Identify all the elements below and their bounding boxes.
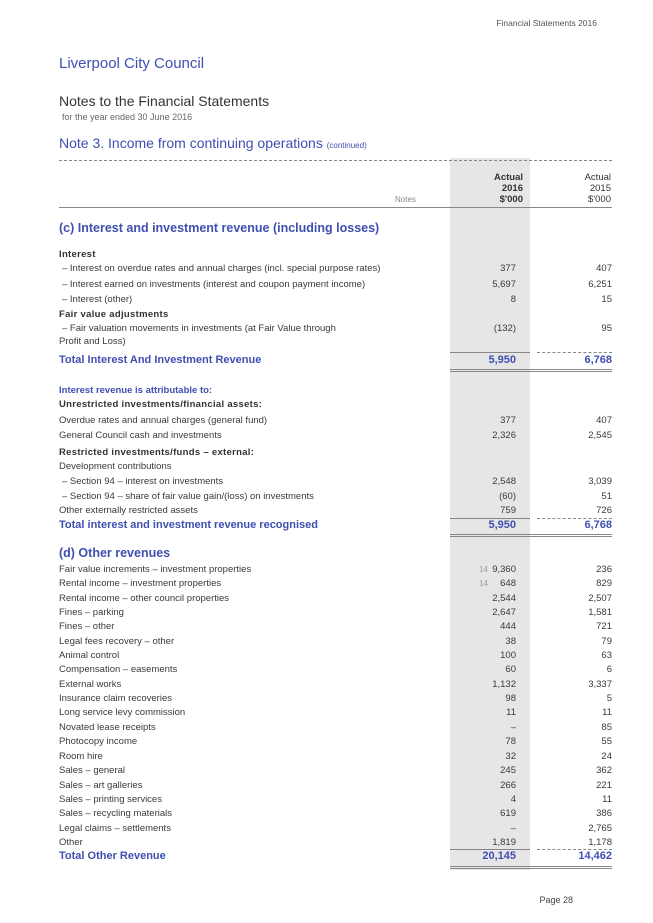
value-2015: 11 [602, 794, 612, 805]
total-2015: 6,768 [584, 519, 612, 531]
notes-title: Notes to the Financial Statements [59, 93, 270, 109]
row-label: Legal claims – settlements [59, 823, 171, 834]
value-2016: 2,647 [492, 607, 516, 618]
row-label: Other externally restricted assets [59, 505, 198, 516]
attrib-title: Interest revenue is attributable to: [59, 385, 213, 396]
value-2016: 100 [500, 650, 516, 661]
table-row [59, 429, 612, 442]
row-note: 14 [479, 565, 488, 574]
row-label: General Council cash and investments [59, 430, 222, 441]
value-2016: 98 [505, 693, 516, 704]
table-row [59, 706, 612, 719]
total-label: Total interest and investment revenue recognised [59, 519, 318, 531]
row-label: Legal fees recovery – other [59, 636, 175, 647]
row-label: Rental income – investment properties [59, 578, 222, 589]
table-row [59, 649, 612, 662]
value-2016: 38 [505, 636, 516, 647]
value-2015: 3,039 [588, 476, 612, 487]
value-2015: 362 [596, 765, 612, 776]
col-2015-l2: 2015 [589, 183, 611, 194]
table-row [59, 678, 612, 691]
row-label: Novated lease receipts [59, 722, 156, 733]
council-name: Liverpool City Council [59, 55, 205, 72]
row-label: Other [59, 837, 83, 848]
section-d-title: (d) Other revenues [59, 546, 171, 560]
row-label: – Section 94 – share of fair value gain/(loss) on investments [62, 491, 314, 502]
value-2015: 6 [606, 664, 612, 675]
value-2015: 6,251 [588, 279, 612, 290]
value-2016: 2,326 [492, 430, 516, 441]
value-2016: 9,360 [492, 564, 516, 575]
value-2016: 377 [500, 415, 516, 426]
table-row [59, 822, 612, 835]
interest-label-row [59, 248, 612, 261]
value-2016: 78 [505, 736, 516, 747]
value-2015: 236 [596, 564, 612, 575]
table-row [59, 735, 612, 748]
unrestricted-label: Unrestricted investments/financial assets: [59, 399, 263, 410]
restricted-label: Restricted investments/funds – external: [59, 447, 255, 458]
value-2015: 407 [596, 415, 612, 426]
value-2015: 2,545 [588, 430, 612, 441]
value-2015: 24 [601, 751, 612, 762]
row-label: Sales – recycling materials [59, 808, 172, 819]
table-row [59, 504, 612, 517]
table-row [59, 807, 612, 820]
total-2016: 5,950 [488, 519, 516, 531]
value-2015: 95 [601, 323, 612, 334]
value-2015: 79 [601, 636, 612, 647]
total-label: Total Other Revenue [59, 850, 166, 862]
attrib-title-row [59, 384, 612, 397]
col-2016-l1: Actual [493, 172, 523, 183]
value-2016: 60 [505, 664, 516, 675]
value-2015: 11 [602, 707, 612, 718]
table-row [59, 606, 612, 619]
value-2016: – [510, 722, 516, 733]
table-row [59, 563, 612, 576]
restricted-label-row [59, 446, 612, 459]
fair-value-label: Fair value adjustments [59, 309, 169, 320]
col-2015-l1: Actual [584, 172, 611, 183]
table-row [59, 793, 612, 806]
subtotal-rule [537, 352, 612, 353]
dev-contrib-label: Development contributions [59, 461, 172, 472]
col-2016-l3: $'000 [499, 194, 523, 205]
value-2015: 85 [601, 722, 612, 733]
subtotal-rule [450, 352, 530, 353]
value-2016: 1,819 [492, 837, 516, 848]
table-row [59, 293, 612, 306]
table-row [59, 262, 612, 275]
value-2016: 759 [500, 505, 516, 516]
page-number: Page 28 [539, 895, 573, 905]
year-subtitle: for the year ended 30 June 2016 [62, 112, 193, 122]
unrestricted-label-row [59, 398, 612, 411]
column-header-2015 [585, 172, 611, 205]
value-2016: (132) [493, 323, 516, 334]
value-2015: 63 [601, 650, 612, 661]
value-2015: 726 [596, 505, 612, 516]
continued-label: (continued) [326, 141, 367, 150]
note-heading [59, 135, 367, 151]
col-2016-l2: 2016 [501, 183, 523, 194]
total-row [59, 354, 612, 367]
table-row [59, 721, 612, 734]
value-2016: 2,544 [492, 593, 516, 604]
section-c-title: (c) Interest and investment revenue (including losses) [59, 221, 380, 235]
table-row [59, 663, 612, 676]
row-label: Rental income – other council properties [59, 593, 230, 604]
table-row [59, 764, 612, 777]
value-2016: (60) [499, 491, 516, 502]
row-note: 14 [479, 579, 488, 588]
table-row-continuation [59, 335, 612, 348]
value-2015: 15 [601, 294, 612, 305]
row-label: External works [59, 679, 122, 690]
value-2015: 1,581 [588, 607, 612, 618]
row-label: – Fair valuation movements in investments (at Fair Value through [62, 323, 336, 334]
table-row [59, 475, 612, 488]
table-row [59, 779, 612, 792]
table-row [59, 620, 612, 633]
value-2015: 1,178 [588, 837, 612, 848]
table-row [59, 414, 612, 427]
table-row [59, 692, 612, 705]
value-2016: 1,132 [492, 679, 516, 690]
value-2016: 2,548 [492, 476, 516, 487]
total-2015: 14,462 [578, 850, 612, 862]
table-row [59, 635, 612, 648]
row-label: Insurance claim recoveries [59, 693, 172, 704]
row-label: Fines – parking [59, 607, 124, 618]
notes-column-header: Notes [395, 195, 416, 204]
total-2016: 20,145 [482, 850, 516, 862]
value-2015: 407 [596, 263, 612, 274]
row-label: Long service levy commission [59, 707, 186, 718]
value-2015: 2,507 [588, 593, 612, 604]
total-label: Total Interest And Investment Revenue [59, 354, 262, 366]
table-top-rule [59, 160, 612, 161]
row-label: – Interest (other) [62, 294, 133, 305]
row-label: Sales – general [59, 765, 126, 776]
value-2016: 32 [505, 751, 516, 762]
value-2015: 721 [596, 621, 612, 632]
value-2015: 55 [601, 736, 612, 747]
value-2016: 648 [500, 578, 516, 589]
interest-label: Interest [59, 249, 96, 260]
total-row [59, 519, 612, 532]
value-2016: 245 [500, 765, 516, 776]
row-label: Animal control [59, 650, 120, 661]
header-rule [59, 207, 612, 208]
value-2016: 8 [510, 294, 516, 305]
table-row [59, 322, 612, 335]
table-row [59, 577, 612, 590]
value-2016: 444 [500, 621, 516, 632]
row-label: Overdue rates and annual charges (general fund) [59, 415, 268, 426]
value-2015: 5 [606, 693, 612, 704]
value-2016: – [510, 823, 516, 834]
table-row [59, 278, 612, 291]
value-2016: 377 [500, 263, 516, 274]
table-row [59, 750, 612, 763]
value-2015: 3,337 [588, 679, 612, 690]
total-double-rule [450, 534, 612, 537]
total-row [59, 850, 612, 863]
dev-contrib-row [59, 460, 612, 473]
col-2015-l3: $'000 [588, 194, 611, 205]
value-2016: 4 [510, 794, 516, 805]
value-2015: 51 [601, 491, 612, 502]
column-header-2016 [494, 172, 523, 205]
row-label: – Interest on overdue rates and annual charges (incl. special purpose rates) [62, 263, 381, 274]
fair-value-label-row [59, 308, 612, 321]
value-2015: 221 [596, 780, 612, 791]
row-label: Photocopy income [59, 736, 138, 747]
table-row [59, 490, 612, 503]
row-label: Compensation – easements [59, 664, 178, 675]
value-2015: 386 [596, 808, 612, 819]
row-label: Fines – other [59, 621, 115, 632]
value-2015: 829 [596, 578, 612, 589]
row-label: – Interest earned on investments (interest and coupon payment income) [62, 279, 366, 290]
value-2016: 11 [506, 707, 516, 718]
row-label: Sales – printing services [59, 794, 162, 805]
document-header: Financial Statements 2016 [496, 18, 597, 28]
value-2016: 619 [500, 808, 516, 819]
note-title: Note 3. Income from continuing operations [59, 135, 323, 151]
row-label: – Section 94 – interest on investments [62, 476, 224, 487]
value-2016: 266 [500, 780, 516, 791]
table-row [59, 592, 612, 605]
row-label: Sales – art galleries [59, 780, 143, 791]
row-label: Room hire [59, 751, 103, 762]
row-label: Fair value increments – investment properties [59, 564, 252, 575]
total-2015: 6,768 [584, 354, 612, 366]
total-double-rule [450, 866, 612, 869]
row-label: Profit and Loss) [59, 336, 126, 347]
value-2016: 5,697 [492, 279, 516, 290]
total-double-rule [450, 369, 612, 372]
value-2015: 2,765 [588, 823, 612, 834]
table-row [59, 836, 612, 849]
total-2016: 5,950 [488, 354, 516, 366]
